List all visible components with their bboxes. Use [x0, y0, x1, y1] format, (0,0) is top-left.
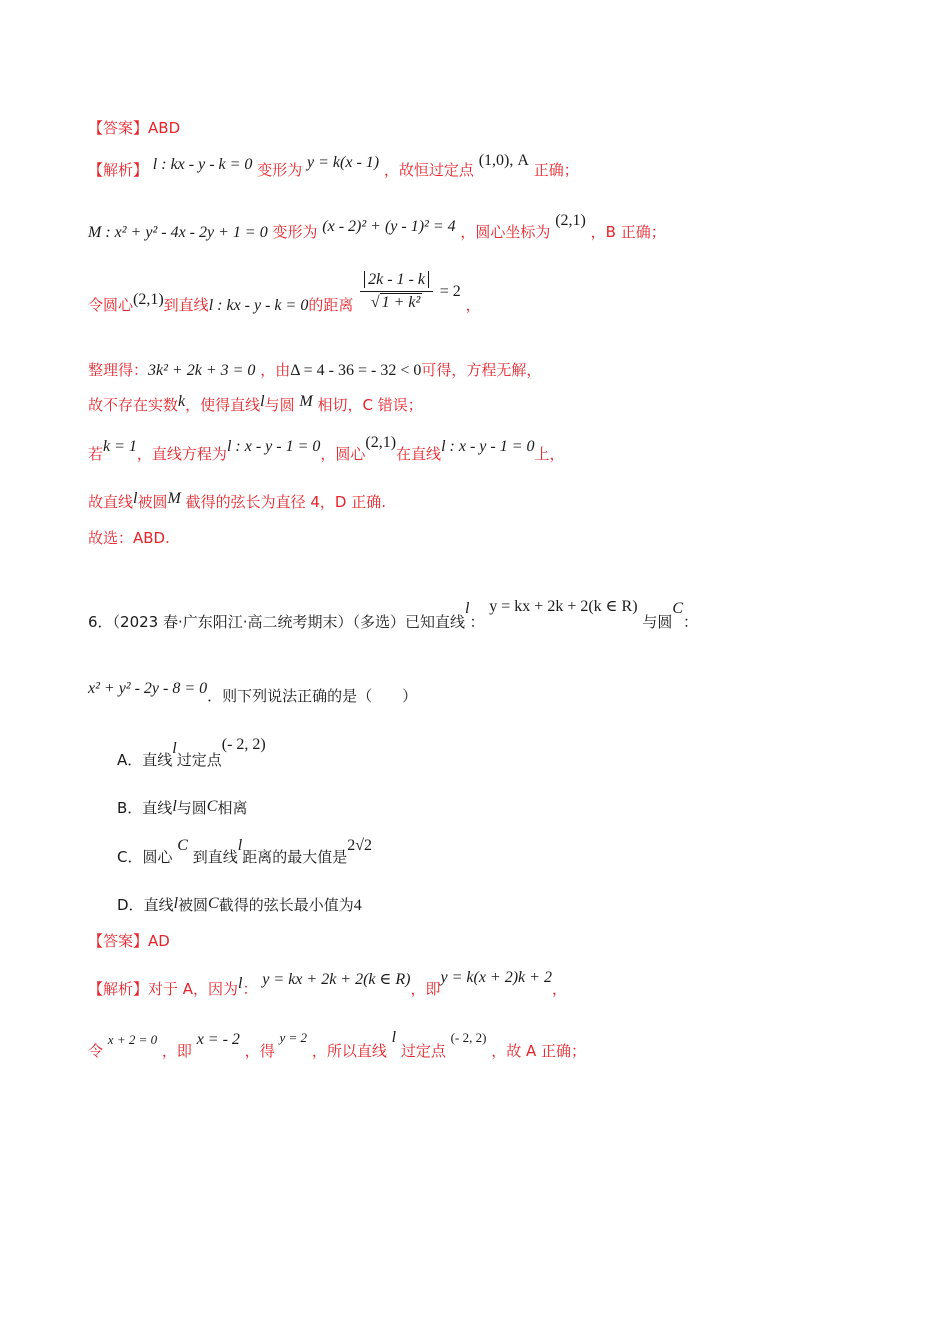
- math-c: C: [208, 895, 219, 912]
- math-l: l: [260, 393, 265, 410]
- math-l: l: [133, 490, 138, 507]
- text: ：: [683, 613, 699, 631]
- math-line-l: l : kx - y - k = 0: [152, 156, 253, 173]
- option-c[interactable]: [117, 837, 372, 868]
- math-x-plus-2: x + 2 = 0: [107, 1032, 158, 1047]
- question-number: 6．: [88, 613, 113, 631]
- text: ，所以直线: [311, 1042, 387, 1060]
- math-circle-standard: (x - 2)² + (y - 1)² = 4: [322, 218, 456, 235]
- answer-value: ABD: [148, 119, 181, 137]
- text: ，: [465, 296, 481, 314]
- math-l: l: [237, 837, 243, 854]
- text: 变形为: [257, 161, 303, 179]
- text: ，由: [260, 361, 291, 379]
- question-6-stem-2: [88, 680, 418, 707]
- text: 相离: [217, 799, 248, 817]
- analysis-1-line-7: [88, 492, 386, 513]
- text: 与圆: [176, 799, 207, 817]
- sqrt-content: 1 + k²: [381, 294, 421, 311]
- math-discriminant: Δ = 4 - 36 = - 32 < 0: [290, 362, 422, 379]
- answer-2: [88, 931, 170, 951]
- analysis-label: 【解析】: [88, 161, 149, 179]
- analysis-2-line-2: [88, 1029, 587, 1062]
- math-m: M: [299, 393, 313, 410]
- text: 过定点: [400, 1042, 446, 1060]
- math-line-l: l : kx - y - k = 0: [208, 297, 309, 314]
- math-point: (- 2, 2): [450, 1030, 487, 1045]
- text: 对于 A，因为: [148, 980, 239, 998]
- analysis-label: 【解析】: [88, 980, 149, 998]
- answer-1: [88, 118, 180, 138]
- math-l: l: [465, 600, 470, 617]
- text: ．则下列说法正确的是（ ）: [207, 687, 418, 705]
- math-c: C: [206, 798, 218, 815]
- text: 截得的弦长为直径 4，D 正确.: [185, 493, 386, 511]
- answer-label: 【答案】: [88, 119, 149, 137]
- answer-label: 【答案】: [88, 932, 149, 950]
- text: 令: [88, 1042, 104, 1060]
- text: 上，: [534, 445, 565, 463]
- math-line: l : x - y - 1 = 0: [226, 438, 321, 455]
- analysis-1-line-1: [88, 152, 579, 181]
- text: 过定点: [176, 751, 222, 769]
- text: 令圆心: [88, 296, 134, 314]
- text: ，即: [161, 1042, 192, 1060]
- math-line: l : x - y - 1 = 0: [441, 438, 535, 455]
- fraction-numerator: [360, 270, 433, 292]
- text: 故不存在实数: [88, 396, 179, 414]
- text: 距离的最大值是: [242, 848, 348, 866]
- analysis-1-line-2: [88, 212, 666, 243]
- option-key: D．: [117, 896, 144, 914]
- option-d[interactable]: [117, 895, 362, 916]
- fraction-denominator: √ 1 + k²: [370, 294, 421, 311]
- math-l: l: [172, 798, 177, 815]
- math-m: M: [167, 490, 181, 507]
- text: 直线: [142, 799, 173, 817]
- text: 相切，C 错误；: [317, 396, 423, 414]
- text: 到直线: [192, 848, 238, 866]
- math-circle-m: M : x² + y² - 4x - 2y + 1 = 0: [88, 224, 268, 241]
- text: 整理得：: [88, 361, 149, 379]
- text: 变形为: [272, 223, 318, 241]
- math-l: l: [173, 895, 179, 912]
- option-key: A．: [117, 751, 143, 769]
- math-l: l: [391, 1029, 397, 1046]
- math-line-equation: y = kx + 2k + 2(k ∈ R): [262, 971, 411, 988]
- text: ，圆心坐标为: [460, 223, 551, 241]
- math-k-equals-1: k = 1: [103, 438, 137, 455]
- option-key: B．: [117, 799, 143, 817]
- text: 截得的弦长最小值为: [218, 896, 354, 914]
- text: ：: [469, 613, 485, 631]
- analysis-1-line-4: [88, 360, 541, 381]
- text: ，直线方程为: [136, 445, 227, 463]
- text: 可得，方程无解，: [421, 361, 542, 379]
- text: 到直线: [163, 296, 209, 314]
- text: 圆心: [142, 848, 173, 866]
- math-equals: = 2: [439, 283, 461, 300]
- analysis-1-line-3: [88, 271, 481, 327]
- option-b[interactable]: [117, 798, 247, 819]
- math-equation: 3k² + 2k + 3 = 0: [148, 362, 256, 379]
- math-value: 4: [353, 897, 362, 914]
- text: ，得: [244, 1042, 275, 1060]
- option-key: C．: [117, 848, 143, 866]
- text: ，即: [410, 980, 441, 998]
- math-point: (- 2, 2): [221, 736, 266, 753]
- text: 与圆: [264, 396, 295, 414]
- math-circle-equation: x² + y² - 2y - 8 = 0: [88, 680, 208, 697]
- math-value: 2√2: [347, 837, 372, 854]
- math-center: (2,1): [133, 291, 164, 308]
- text: 的距离: [308, 296, 354, 314]
- math-center: (2,1): [365, 434, 397, 451]
- math-fixed-point: (1,0), A: [478, 152, 529, 169]
- math-l: l: [172, 740, 177, 757]
- text: 直线: [143, 896, 174, 914]
- math-transform: y = k(x - 1): [307, 154, 380, 171]
- conclusion: 故选：ABD.: [88, 529, 170, 547]
- text: ，故 A 正确；: [491, 1042, 587, 1060]
- math-x-value: x = - 2: [196, 1031, 240, 1048]
- analysis-1-line-5: [88, 395, 423, 416]
- question-source: （2023 春·广东阳江·高二统考期末）（多选）已知直线: [112, 613, 466, 631]
- text: 在直线: [396, 445, 442, 463]
- math-k: k: [178, 393, 186, 410]
- text: ，圆心: [320, 445, 366, 463]
- text: 与圆: [642, 613, 673, 631]
- analysis-1-line-6: [88, 434, 565, 465]
- math-center: (2,1): [555, 212, 586, 229]
- text: 故直线: [88, 493, 134, 511]
- text: ，: [551, 980, 567, 998]
- answer-value: AD: [148, 932, 170, 950]
- math-line-equation: y = kx + 2k + 2(k ∈ R): [489, 598, 638, 615]
- text: 被圆: [137, 493, 168, 511]
- option-a[interactable]: [117, 736, 266, 771]
- text: ，使得直线: [185, 396, 261, 414]
- text: ，B 正确；: [590, 223, 666, 241]
- math-c: C: [672, 600, 683, 617]
- text: 若: [88, 445, 104, 463]
- math-l: l: [238, 975, 243, 992]
- math-c: C: [177, 837, 188, 854]
- question-6-stem: [88, 598, 699, 633]
- analysis-2-line-1: [88, 969, 567, 1000]
- math-factored: y = k(x + 2)k + 2: [440, 969, 552, 986]
- text: 正确；: [533, 161, 579, 179]
- math-y-value: y = 2: [279, 1030, 308, 1045]
- text: ，故恒过定点: [383, 161, 474, 179]
- abs-value: 2k - 1 - k: [364, 271, 429, 288]
- text: ：: [242, 980, 258, 998]
- distance-fraction: [360, 270, 433, 313]
- text: 被圆: [178, 896, 209, 914]
- text: 直线: [142, 751, 173, 769]
